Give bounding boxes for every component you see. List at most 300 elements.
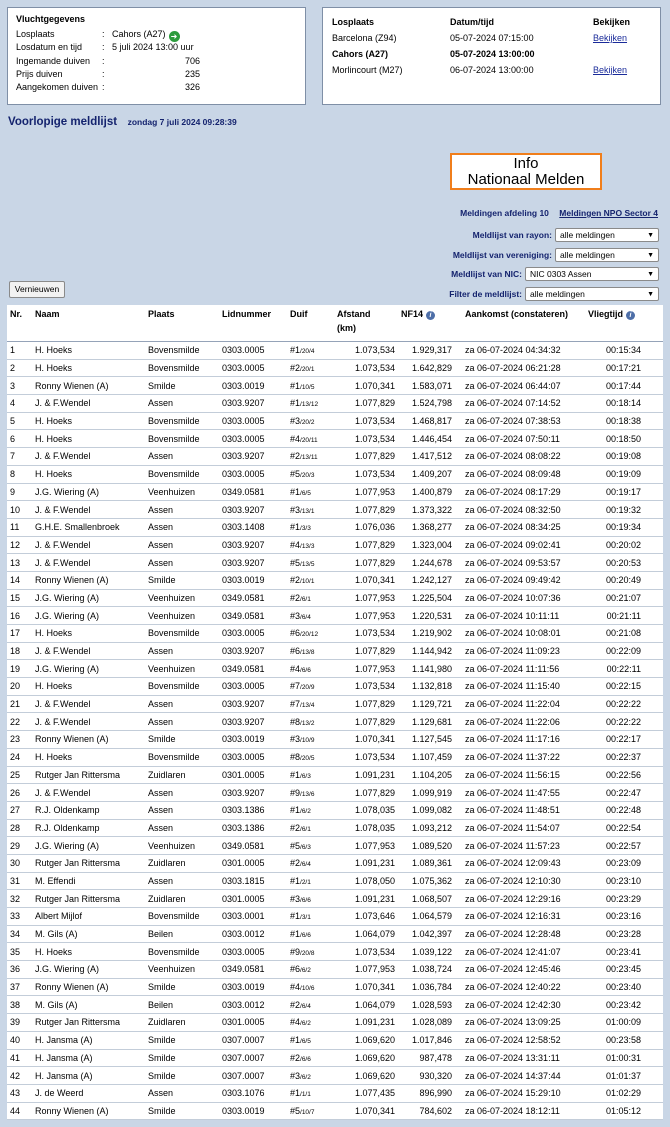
cell-aankomst: za 06-07-2024 11:48:51 — [455, 801, 585, 819]
cell-aankomst: za 06-07-2024 12:42:30 — [455, 996, 585, 1014]
cell-plaats: Veenhuizen — [145, 607, 219, 625]
cell-afstand: 1.073,534 — [334, 625, 398, 643]
cell-naam: Ronny Wienen (A) — [32, 1102, 145, 1120]
flight-value: 326 — [184, 82, 200, 93]
cell-vliegtijd: 00:22:37 — [585, 748, 663, 766]
flight-value: 235 — [184, 68, 200, 79]
cell-afstand: 1.077,953 — [334, 660, 398, 678]
duif-rank: #1 — [290, 929, 301, 940]
select-value: NIC 0303 Assen — [530, 269, 592, 279]
cell-duif — [287, 518, 334, 536]
cell-aankomst: za 06-07-2024 11:56:15 — [455, 766, 585, 784]
cell-duif — [287, 377, 334, 395]
col-bekijken: Bekijken — [593, 17, 631, 27]
cell-naam: H. Hoeks — [32, 342, 145, 360]
cell-duif — [287, 660, 334, 678]
cell-duif — [287, 483, 334, 501]
col-vliegtijd — [585, 305, 663, 342]
cell-naam: R.J. Oldenkamp — [32, 801, 145, 819]
cell-nr: 31 — [7, 872, 32, 890]
cell-afstand: 1.070,341 — [334, 571, 398, 589]
meldingen-afdeling-link[interactable]: Meldingen afdeling 10 — [460, 208, 549, 218]
cell-aankomst: za 06-07-2024 12:29:16 — [455, 890, 585, 908]
cell-nf14: 1.104,205 — [398, 766, 455, 784]
cell-plaats: Assen — [145, 1084, 219, 1102]
flight-info-panel — [7, 7, 306, 105]
table-row — [7, 342, 663, 360]
cell-vliegtijd: 00:22:54 — [585, 819, 663, 837]
cell-duif — [287, 943, 334, 961]
cell-nf14: 1.144,942 — [398, 642, 455, 660]
duif-series: /20/11 — [300, 436, 318, 444]
cell-duif — [287, 412, 334, 430]
cell-nf14: 1.042,397 — [398, 925, 455, 943]
table-row — [7, 571, 663, 589]
page-subtitle: zondag 7 juli 2024 09:28:39 — [127, 117, 237, 127]
cell-lidnummer: 0303.9207 — [219, 695, 287, 713]
cell-nr: 2 — [7, 359, 32, 377]
info-icon[interactable]: i — [426, 311, 435, 320]
duif-rank: #1 — [290, 1035, 301, 1046]
cell-nr: 25 — [7, 766, 32, 784]
cell-afstand: 1.077,829 — [334, 554, 398, 572]
cell-aankomst: za 06-07-2024 11:47:55 — [455, 784, 585, 802]
cell-vliegtijd: 00:18:50 — [585, 430, 663, 448]
cell-plaats: Veenhuizen — [145, 589, 219, 607]
duif-rank: #8 — [290, 716, 301, 727]
flight-label: Ingemande duiven — [16, 55, 91, 66]
chevron-down-icon: ▼ — [647, 270, 654, 278]
cell-naam: H. Hoeks — [32, 359, 145, 377]
cell-nf14: 1.583,071 — [398, 377, 455, 395]
cell-duif — [287, 1084, 334, 1102]
flight-label: Aangekomen duiven — [16, 82, 99, 93]
table-row — [7, 448, 663, 466]
cell-nr: 12 — [7, 536, 32, 554]
table-row — [7, 483, 663, 501]
cell-vliegtijd: 00:22:56 — [585, 766, 663, 784]
duif-rank: #3 — [290, 416, 301, 427]
col-naam: Naam — [32, 305, 145, 342]
flight-value: Cahors (A27) — [112, 29, 166, 39]
cell-duif — [287, 554, 334, 572]
table-row — [7, 908, 663, 926]
cell-plaats: Assen — [145, 536, 219, 554]
cell-aankomst: za 06-07-2024 11:22:04 — [455, 695, 585, 713]
cell-nf14: 1.038,724 — [398, 961, 455, 979]
cell-vliegtijd: 00:19:08 — [585, 448, 663, 466]
cell-duif — [287, 925, 334, 943]
cell-nf14: 1.017,846 — [398, 1031, 455, 1049]
cell-nr: 29 — [7, 837, 32, 855]
cell-nr: 37 — [7, 978, 32, 996]
cell-plaats: Smilde — [145, 1067, 219, 1085]
filter-label: Meldlijst van rayon: — [472, 230, 552, 240]
cell-naam: Ronny Wienen (A) — [32, 571, 145, 589]
cell-duif — [287, 996, 334, 1014]
cell-nf14: 1.323,004 — [398, 536, 455, 554]
cell-afstand: 1.077,829 — [334, 713, 398, 731]
duif-series: /6/1 — [300, 595, 311, 603]
cell-nf14: 1.028,089 — [398, 1014, 455, 1032]
cell-lidnummer: 0303.1815 — [219, 872, 287, 890]
cell-plaats: Assen — [145, 801, 219, 819]
col-duif: Duif — [287, 305, 334, 342]
release-row — [332, 30, 651, 46]
table-row — [7, 1067, 663, 1085]
duif-series: /20/3 — [300, 472, 315, 480]
cell-lidnummer: 0303.0005 — [219, 465, 287, 483]
cell-aankomst: za 06-07-2024 06:44:07 — [455, 377, 585, 395]
cell-nf14: 1.642,829 — [398, 359, 455, 377]
cell-duif — [287, 872, 334, 890]
cell-naam: Rutger Jan Rittersma — [32, 854, 145, 872]
flight-value: 706 — [184, 55, 200, 66]
duif-series: /6/4 — [300, 613, 311, 621]
cell-aankomst: za 06-07-2024 08:08:22 — [455, 448, 585, 466]
cell-vliegtijd: 00:19:17 — [585, 483, 663, 501]
table-row — [7, 554, 663, 572]
cell-nr: 6 — [7, 430, 32, 448]
cell-afstand: 1.073,534 — [334, 359, 398, 377]
duif-rank: #4 — [290, 433, 301, 444]
cell-nr: 8 — [7, 465, 32, 483]
cell-duif — [287, 748, 334, 766]
duif-series: /6/5 — [300, 489, 311, 497]
cell-naam: Ronny Wienen (A) — [32, 731, 145, 749]
cell-duif — [287, 678, 334, 696]
duif-series: /13/8 — [300, 649, 315, 657]
cell-nf14: 1.129,681 — [398, 713, 455, 731]
cell-vliegtijd: 00:22:09 — [585, 642, 663, 660]
info-icon[interactable]: i — [626, 311, 635, 320]
duif-series: /10/1 — [300, 578, 315, 586]
cell-lidnummer: 0303.0005 — [219, 748, 287, 766]
cell-lidnummer: 0303.1076 — [219, 1084, 287, 1102]
duif-rank: #1 — [290, 911, 301, 922]
cell-lidnummer: 0303.9207 — [219, 713, 287, 731]
cell-plaats: Assen — [145, 642, 219, 660]
duif-series: /6/2 — [300, 967, 311, 975]
cell-vliegtijd: 00:20:53 — [585, 554, 663, 572]
cell-duif — [287, 625, 334, 643]
cell-naam: J. & F.Wendel — [32, 554, 145, 572]
cell-nf14: 896,990 — [398, 1084, 455, 1102]
table-row — [7, 430, 663, 448]
duif-rank: #6 — [290, 964, 301, 975]
duif-rank: #1 — [290, 1088, 301, 1099]
cell-lidnummer: 0303.9207 — [219, 784, 287, 802]
duif-rank: #4 — [290, 982, 301, 993]
cell-vliegtijd: 00:18:14 — [585, 395, 663, 413]
duif-series: /13/5 — [300, 560, 315, 568]
cell-nf14: 1.064,579 — [398, 908, 455, 926]
cell-afstand: 1.077,829 — [334, 448, 398, 466]
flight-value: 5 juli 2024 13:00 uur — [112, 42, 194, 53]
cell-vliegtijd: 00:15:34 — [585, 342, 663, 360]
cell-lidnummer: 0303.1408 — [219, 518, 287, 536]
table-row — [7, 713, 663, 731]
cell-duif — [287, 536, 334, 554]
table-row — [7, 1049, 663, 1067]
duif-rank: #2 — [290, 575, 301, 586]
table-row — [7, 943, 663, 961]
refresh-button[interactable]: Vernieuwen — [9, 281, 65, 298]
duif-series: /13/12 — [300, 401, 319, 409]
cell-aankomst: za 06-07-2024 07:38:53 — [455, 412, 585, 430]
duif-rank: #3 — [290, 610, 301, 621]
cell-plaats: Beilen — [145, 925, 219, 943]
table-row — [7, 395, 663, 413]
duif-series: /13/1 — [300, 507, 315, 515]
cell-nf14: 1.129,721 — [398, 695, 455, 713]
cell-nf14: 987,478 — [398, 1049, 455, 1067]
cell-vliegtijd: 00:20:49 — [585, 571, 663, 589]
cell-vliegtijd: 00:23:09 — [585, 854, 663, 872]
cell-nf14: 1.039,122 — [398, 943, 455, 961]
cell-naam: J.G. Wiering (A) — [32, 483, 145, 501]
table-row — [7, 465, 663, 483]
duif-rank: #2 — [290, 822, 301, 833]
cell-naam: J.G. Wiering (A) — [32, 837, 145, 855]
duif-rank: #1 — [290, 380, 301, 391]
cell-lidnummer: 0349.0581 — [219, 607, 287, 625]
cell-plaats: Bovensmilde — [145, 678, 219, 696]
cell-vliegtijd: 01:00:09 — [585, 1014, 663, 1032]
nf-label: NF14 — [401, 309, 424, 319]
flight-row-losdatum: Losdatum en tijd : 5 juli 2024 13:00 uur — [16, 41, 297, 54]
table-row — [7, 890, 663, 908]
cell-duif — [287, 801, 334, 819]
cell-aankomst: za 06-07-2024 10:07:36 — [455, 589, 585, 607]
cell-duif — [287, 961, 334, 979]
duif-series: /2/1 — [300, 878, 311, 886]
flight-label: Losdatum en tijd — [16, 42, 83, 53]
cell-plaats: Smilde — [145, 571, 219, 589]
cell-nr: 28 — [7, 819, 32, 837]
cell-aankomst: za 06-07-2024 09:02:41 — [455, 536, 585, 554]
table-row — [7, 359, 663, 377]
cell-nr: 17 — [7, 625, 32, 643]
duif-rank: #9 — [290, 946, 301, 957]
table-row — [7, 978, 663, 996]
duif-series: /13/3 — [300, 542, 315, 550]
release-row — [332, 62, 651, 78]
cell-lidnummer: 0303.0005 — [219, 625, 287, 643]
cell-aankomst: za 06-07-2024 08:09:48 — [455, 465, 585, 483]
cell-nf14: 1.028,593 — [398, 996, 455, 1014]
cell-afstand: 1.077,435 — [334, 1084, 398, 1102]
cell-aankomst: za 06-07-2024 12:58:52 — [455, 1031, 585, 1049]
cell-nf14: 1.244,678 — [398, 554, 455, 572]
cell-duif — [287, 731, 334, 749]
cell-duif — [287, 430, 334, 448]
duif-rank: #3 — [290, 504, 301, 515]
cell-lidnummer: 0349.0581 — [219, 660, 287, 678]
cell-vliegtijd: 00:23:58 — [585, 1031, 663, 1049]
cell-vliegtijd: 00:23:28 — [585, 925, 663, 943]
cell-afstand: 1.069,620 — [334, 1067, 398, 1085]
cell-nf14: 1.036,784 — [398, 978, 455, 996]
col-lidnummer: Lidnummer — [219, 305, 287, 342]
cell-lidnummer: 0303.0012 — [219, 996, 287, 1014]
bekijken-link[interactable]: Bekijken — [593, 65, 628, 75]
cell-afstand: 1.073,534 — [334, 748, 398, 766]
cell-naam: M. Effendi — [32, 872, 145, 890]
cell-nf14: 1.524,798 — [398, 395, 455, 413]
cell-afstand: 1.076,036 — [334, 518, 398, 536]
cell-plaats: Assen — [145, 872, 219, 890]
cell-nr: 4 — [7, 395, 32, 413]
cell-plaats: Zuidlaren — [145, 890, 219, 908]
cell-aankomst: za 06-07-2024 11:11:56 — [455, 660, 585, 678]
duif-rank: #9 — [290, 787, 301, 798]
col-plaats: Plaats — [145, 305, 219, 342]
table-row — [7, 1084, 663, 1102]
nic-select[interactable] — [525, 267, 659, 281]
table-row — [7, 784, 663, 802]
duif-series: /20/12 — [300, 631, 319, 639]
cell-duif — [287, 784, 334, 802]
cell-nr: 42 — [7, 1067, 32, 1085]
cell-aankomst: za 06-07-2024 14:37:44 — [455, 1067, 585, 1085]
cell-afstand: 1.073,534 — [334, 943, 398, 961]
rayon-select[interactable] — [555, 228, 659, 242]
cell-aankomst: za 06-07-2024 11:22:06 — [455, 713, 585, 731]
cell-afstand: 1.073,534 — [334, 678, 398, 696]
go-arrow-icon[interactable]: ➜ — [169, 31, 180, 42]
cell-nr: 14 — [7, 571, 32, 589]
cell-nr: 15 — [7, 589, 32, 607]
cell-plaats: Smilde — [145, 731, 219, 749]
cell-nf14: 1.929,317 — [398, 342, 455, 360]
flight-row-aangekomen: Aangekomen duiven : 326 — [16, 81, 297, 94]
cell-nr: 23 — [7, 731, 32, 749]
duif-series: /3/1 — [300, 914, 311, 922]
cell-plaats: Bovensmilde — [145, 748, 219, 766]
table-row — [7, 872, 663, 890]
duif-rank: #2 — [290, 999, 301, 1010]
cell-lidnummer: 0303.0012 — [219, 925, 287, 943]
cell-duif — [287, 1014, 334, 1032]
duif-series: /6/6 — [300, 932, 311, 940]
info-nationaal-melden-logo[interactable] — [450, 153, 602, 190]
cell-plaats: Assen — [145, 518, 219, 536]
table-row — [7, 837, 663, 855]
cell-aankomst: za 06-07-2024 04:34:32 — [455, 342, 585, 360]
cell-nr: 35 — [7, 943, 32, 961]
logo-line1: Info — [513, 155, 539, 172]
cell-nf14: 1.093,212 — [398, 819, 455, 837]
table-row — [7, 625, 663, 643]
cell-lidnummer: 0349.0581 — [219, 837, 287, 855]
duif-rank: #5 — [290, 840, 301, 851]
cell-lidnummer: 0303.0019 — [219, 731, 287, 749]
table-row — [7, 1102, 663, 1120]
vliegtijd-label: Vliegtijd — [588, 309, 624, 319]
cell-nf14: 1.107,459 — [398, 748, 455, 766]
cell-afstand: 1.078,035 — [334, 801, 398, 819]
afstand-label: Afstand — [337, 309, 371, 319]
afstand-unit: (km) — [337, 323, 357, 333]
cell-duif — [287, 766, 334, 784]
cell-plaats: Zuidlaren — [145, 1014, 219, 1032]
releases-header — [332, 14, 651, 30]
cell-vliegtijd: 00:23:16 — [585, 908, 663, 926]
duif-series: /13/11 — [300, 454, 318, 462]
cell-nr: 39 — [7, 1014, 32, 1032]
cell-aankomst: za 06-07-2024 07:50:11 — [455, 430, 585, 448]
duif-rank: #1 — [290, 805, 301, 816]
duif-series: /6/2 — [300, 1073, 311, 1081]
cell-naam: Albert Mijlof — [32, 908, 145, 926]
cell-nf14: 1.075,362 — [398, 872, 455, 890]
duif-rank: #6 — [290, 628, 301, 639]
logo-line2: Nationaal Melden — [467, 171, 585, 188]
cell-afstand: 1.070,341 — [334, 1102, 398, 1120]
cell-nf14: 1.409,207 — [398, 465, 455, 483]
cell-naam: H. Hoeks — [32, 412, 145, 430]
cell-naam: Ronny Wienen (A) — [32, 377, 145, 395]
cell-nr: 44 — [7, 1102, 32, 1120]
cell-naam: J. & F.Wendel — [32, 713, 145, 731]
cell-vliegtijd: 00:22:48 — [585, 801, 663, 819]
cell-aankomst: za 06-07-2024 09:49:42 — [455, 571, 585, 589]
cell-lidnummer: 0303.0019 — [219, 978, 287, 996]
duif-rank: #4 — [290, 663, 301, 674]
duif-rank: #7 — [290, 681, 301, 692]
duif-series: /20/8 — [300, 949, 315, 957]
cell-afstand: 1.077,953 — [334, 483, 398, 501]
meldlijst-filter-select[interactable] — [525, 287, 659, 301]
col-nf14 — [398, 305, 455, 342]
duif-series: /6/3 — [300, 772, 311, 780]
cell-aankomst: za 06-07-2024 08:32:50 — [455, 501, 585, 519]
table-row — [7, 589, 663, 607]
vereniging-select[interactable] — [555, 248, 659, 262]
duif-rank: #3 — [290, 734, 301, 745]
duif-rank: #1 — [290, 345, 301, 356]
cell-nr: 18 — [7, 642, 32, 660]
table-row — [7, 518, 663, 536]
cell-naam: Rutger Jan Rittersma — [32, 1014, 145, 1032]
cell-afstand: 1.077,829 — [334, 695, 398, 713]
cell-plaats: Bovensmilde — [145, 359, 219, 377]
cell-lidnummer: 0303.0001 — [219, 908, 287, 926]
cell-nf14: 1.099,082 — [398, 801, 455, 819]
cell-naam: J.G. Wiering (A) — [32, 589, 145, 607]
duif-rank: #5 — [290, 1105, 301, 1116]
cell-afstand: 1.073,534 — [334, 342, 398, 360]
duif-rank: #2 — [290, 858, 301, 869]
release-row-current — [332, 46, 651, 62]
cell-plaats: Veenhuizen — [145, 961, 219, 979]
cell-duif — [287, 448, 334, 466]
cell-vliegtijd: 00:22:57 — [585, 837, 663, 855]
cell-aankomst: za 06-07-2024 12:40:22 — [455, 978, 585, 996]
cell-lidnummer: 0303.0005 — [219, 430, 287, 448]
bekijken-link[interactable]: Bekijken — [593, 33, 628, 43]
meldingen-npo-link[interactable]: Meldingen NPO Sector 4 — [559, 208, 658, 218]
cell-duif — [287, 395, 334, 413]
table-row — [7, 854, 663, 872]
cell-plaats: Veenhuizen — [145, 660, 219, 678]
cell-plaats: Assen — [145, 695, 219, 713]
duif-rank: #2 — [290, 1052, 301, 1063]
cell-afstand: 1.078,035 — [334, 819, 398, 837]
cell-nr: 40 — [7, 1031, 32, 1049]
cell-naam: J. & F.Wendel — [32, 536, 145, 554]
